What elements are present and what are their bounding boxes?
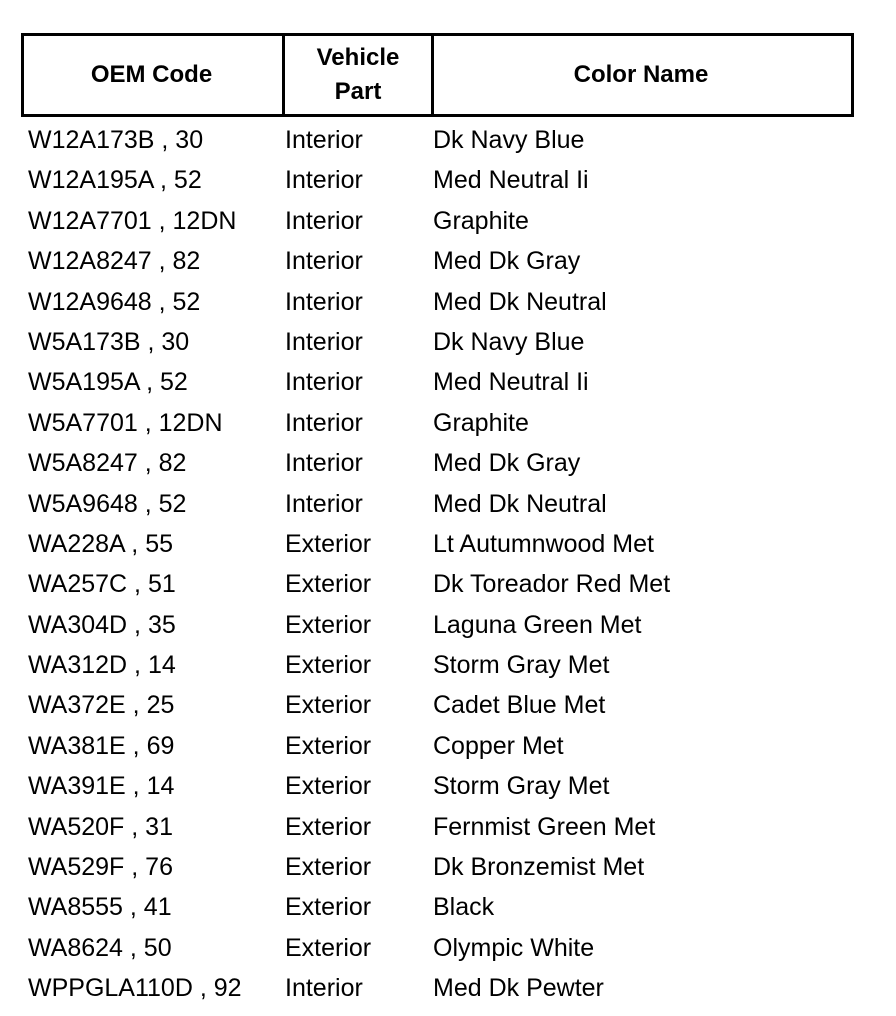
header-vehicle-part-label-line2: Part: [334, 78, 382, 105]
table-row: [0, 484, 896, 524]
oem-code-cell: W5A7701 , 12DN: [28, 408, 223, 437]
color-name-cell: Lt Autumnwood Met: [433, 529, 654, 558]
color-name-cell: Med Dk Gray: [433, 247, 581, 276]
table-row: [0, 887, 896, 927]
oem-code-cell: WA257C , 51: [28, 570, 176, 599]
vehicle-part-cell: Interior: [285, 327, 363, 356]
vehicle-part-cell: Interior: [285, 974, 363, 1003]
vehicle-part-cell: Exterior: [285, 610, 372, 639]
oem-code-cell: WPPGLA110D , 92: [28, 974, 242, 1003]
table-row: [0, 968, 896, 1008]
table-row: [0, 120, 896, 160]
color-name-cell: Storm Gray Met: [433, 772, 610, 801]
color-name-cell: Med Dk Pewter: [433, 974, 604, 1003]
oem-code-cell: WA312D , 14: [28, 651, 176, 680]
table-row: [0, 322, 896, 362]
color-name-cell: Copper Met: [433, 731, 564, 760]
oem-code-cell: WA391E , 14: [28, 772, 175, 801]
vehicle-part-cell: Exterior: [285, 651, 372, 680]
vehicle-part-cell: Interior: [285, 166, 363, 195]
oem-code-cell: W5A9648 , 52: [28, 489, 187, 518]
oem-code-cell: W12A173B , 30: [28, 126, 204, 154]
header-vehicle-part: [282, 36, 434, 114]
table-row: [0, 645, 896, 685]
oem-code-cell: W12A8247 , 82: [28, 247, 201, 276]
vehicle-part-cell: Interior: [285, 368, 363, 397]
header-vehicle-part-label-line1: Vehicle: [316, 44, 400, 71]
vehicle-part-cell: Interior: [285, 489, 363, 518]
vehicle-part-cell: Exterior: [285, 772, 372, 801]
oem-code-cell: W12A195A , 52: [28, 166, 202, 195]
oem-code-cell: WA520F , 31: [28, 812, 173, 841]
vehicle-part-cell: Exterior: [285, 691, 372, 720]
oem-code-cell: WA8624 , 50: [28, 933, 172, 962]
vehicle-part-cell: Exterior: [285, 812, 372, 841]
vehicle-part-cell: Interior: [285, 247, 363, 276]
table-row: [0, 605, 896, 645]
table-row: [0, 564, 896, 604]
color-name-cell: Storm Gray Met: [433, 651, 610, 680]
color-name-cell: Dk Toreador Red Met: [433, 570, 671, 599]
table-row: [0, 201, 896, 241]
vehicle-part-cell: Interior: [285, 287, 363, 316]
color-name-cell: Cadet Blue Met: [433, 691, 606, 720]
oem-code-cell: WA381E , 69: [28, 731, 175, 760]
table-row: [0, 766, 896, 806]
header-oem-code-label: OEM Code: [90, 61, 213, 88]
table-row: [0, 807, 896, 847]
color-name-cell: Laguna Green Met: [433, 610, 642, 639]
oem-code-cell: W12A7701 , 12DN: [28, 206, 237, 235]
table-row: [0, 524, 896, 564]
color-name-cell: Graphite: [433, 408, 529, 437]
oem-code-cell: WA372E , 25: [28, 691, 175, 720]
oem-code-cell: WA228A , 55: [28, 529, 173, 558]
color-name-cell: Dk Navy Blue: [433, 126, 585, 154]
oem-code-cell: WA304D , 35: [28, 610, 176, 639]
table-row: [0, 726, 896, 766]
table-row: [0, 443, 896, 483]
table-header: [21, 33, 854, 117]
vehicle-part-cell: Interior: [285, 206, 363, 235]
color-name-cell: Graphite: [433, 206, 529, 235]
vehicle-part-cell: Interior: [285, 126, 363, 154]
vehicle-part-cell: Interior: [285, 408, 363, 437]
table-row: [0, 847, 896, 887]
table-row: [0, 685, 896, 725]
header-color-name-label: Color Name: [573, 61, 709, 88]
color-name-cell: Med Dk Gray: [433, 449, 581, 478]
oem-code-cell: W5A173B , 30: [28, 327, 190, 356]
color-name-cell: Med Neutral Ii: [433, 166, 589, 195]
table-row: [0, 362, 896, 402]
vehicle-part-cell: Exterior: [285, 570, 372, 599]
oem-code-cell: W5A8247 , 82: [28, 449, 187, 478]
oem-code-cell: WA8555 , 41: [28, 893, 172, 922]
color-name-cell: Dk Navy Blue: [433, 327, 585, 356]
color-name-cell: Med Neutral Ii: [433, 368, 589, 397]
header-color-name: [431, 36, 851, 114]
color-name-cell: Black: [433, 893, 495, 922]
color-name-cell: Dk Bronzemist Met: [433, 853, 645, 882]
table-row: [0, 282, 896, 322]
vehicle-part-cell: Exterior: [285, 529, 372, 558]
vehicle-part-cell: Exterior: [285, 731, 372, 760]
color-name-cell: Med Dk Neutral: [433, 287, 607, 316]
oem-code-cell: WA529F , 76: [28, 853, 173, 882]
table-row: [0, 241, 896, 281]
vehicle-part-cell: Exterior: [285, 933, 372, 962]
table-row: [0, 403, 896, 443]
color-name-cell: Fernmist Green Met: [433, 812, 656, 841]
vehicle-part-cell: Exterior: [285, 893, 372, 922]
table-row: [0, 160, 896, 200]
header-oem-code: [24, 36, 279, 114]
vehicle-part-cell: Exterior: [285, 853, 372, 882]
oem-code-cell: W12A9648 , 52: [28, 287, 201, 316]
vehicle-part-cell: Interior: [285, 449, 363, 478]
color-name-cell: Olympic White: [433, 933, 595, 962]
table-body: [0, 120, 896, 1009]
oem-code-cell: W5A195A , 52: [28, 368, 188, 397]
color-name-cell: Med Dk Neutral: [433, 489, 607, 518]
table-row: [0, 928, 896, 968]
